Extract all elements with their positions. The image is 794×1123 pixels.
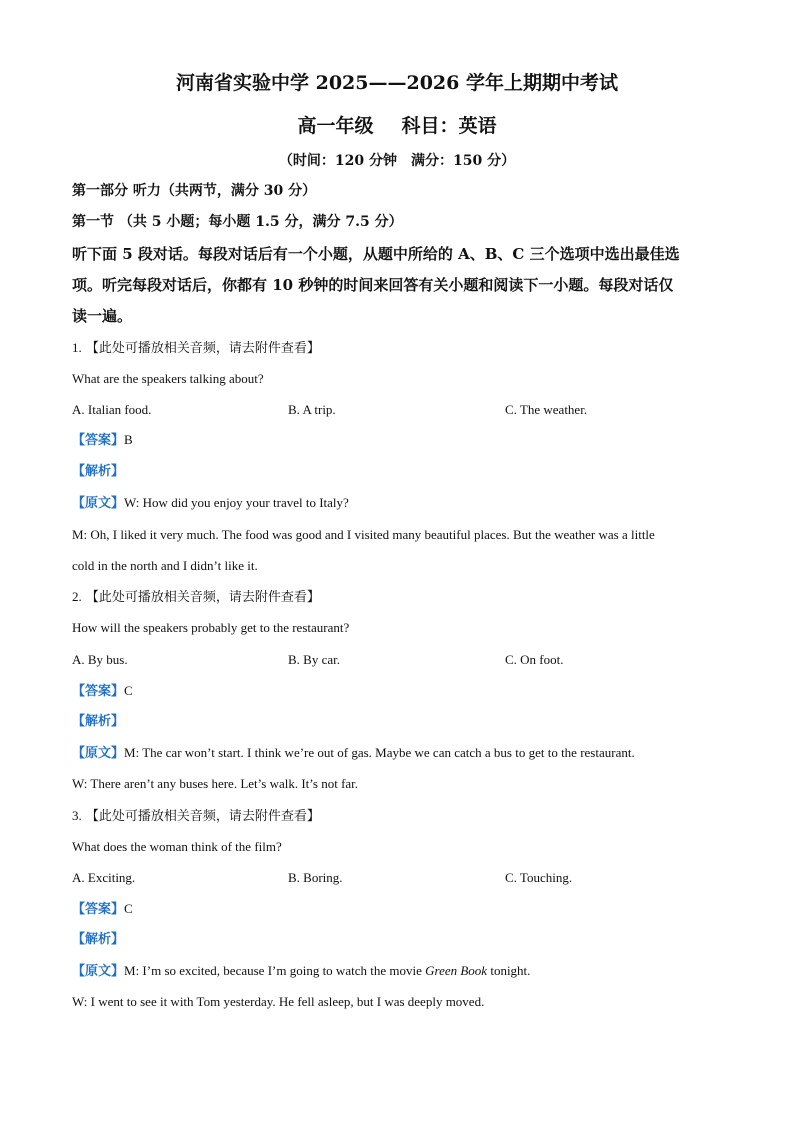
analysis-tag: 【解析】: [72, 464, 125, 479]
question-2-transcript: [72, 744, 635, 763]
option-b: B. By car.: [288, 652, 340, 667]
transcript-line: M: Oh, I liked it very much. The food was good and I visited many beautiful places. But the weather was a little: [72, 527, 655, 542]
transcript-tag: 【原文】: [72, 964, 125, 979]
transcript-text: M: I’m so excited, because I’m going to watch the movie: [124, 963, 426, 978]
answer-value: C: [124, 683, 133, 698]
question-3-answer: [72, 900, 133, 919]
option-c: C. On foot.: [505, 652, 564, 667]
option-a: A. By bus.: [72, 652, 128, 667]
question-3-prompt: What does the woman think of the film?: [72, 839, 282, 854]
exam-title: 河南省实验中学 2025——2026 学年上期期中考试: [176, 72, 618, 94]
transcript-text: tonight.: [487, 963, 531, 978]
audio-link[interactable]: 【此处可播放相关音频，请去附件查看】: [85, 590, 320, 605]
question-number: 2.: [72, 589, 82, 604]
question-1-audio: [72, 339, 320, 358]
answer-value: B: [124, 432, 133, 447]
question-1-prompt: What are the speakers talking about?: [72, 371, 264, 386]
question-number: 3.: [72, 808, 82, 823]
question-1-answer: [72, 431, 133, 450]
subject-label: 科目：英语: [401, 115, 497, 137]
transcript-text: M: The car won’t start. I think we’re out of gas. Maybe we can catch a bus to get to the restaurant.: [124, 745, 635, 760]
section-part: 第一部分 听力（共两节，满分 30 分）: [72, 183, 317, 199]
option-a: A. Italian food.: [72, 402, 152, 417]
instructions-line-1: 听下面 5 段对话。每段对话后有一个小题，从题中所给的 A、B、C 三个选项中选出最佳选: [72, 245, 680, 263]
question-3-transcript: [72, 962, 530, 981]
analysis-tag: 【解析】: [72, 932, 125, 947]
option-b: B. A trip.: [288, 402, 336, 417]
exam-subtitle: [0, 111, 794, 138]
option-b: B. Boring.: [288, 870, 343, 885]
transcript-line: W: I went to see it with Tom yesterday. He fell asleep, but I was deeply moved.: [72, 994, 485, 1009]
question-2-analysis: [72, 713, 124, 731]
question-1-analysis: [72, 463, 124, 481]
answer-tag: 【答案】: [72, 433, 125, 448]
grade-label: 高一年级: [297, 115, 374, 137]
time-info: （时间：120 分钟 满分：150 分）: [278, 153, 516, 169]
question-2-answer: [72, 682, 133, 701]
question-2-prompt: How will the speakers probably get to the restaurant?: [72, 620, 350, 635]
analysis-tag: 【解析】: [72, 714, 125, 729]
instructions-line-2: 项。听完每段对话后，你都有 10 秒钟的时间来回答有关小题和阅读下一小题。每段对话仅: [72, 276, 674, 294]
transcript-line: W: There aren’t any buses here. Let’s walk. It’s not far.: [72, 776, 359, 791]
answer-tag: 【答案】: [72, 684, 125, 699]
option-a: A. Exciting.: [72, 870, 136, 885]
transcript-tag: 【原文】: [72, 746, 125, 761]
question-1-transcript: [72, 494, 349, 513]
option-c: C. Touching.: [505, 870, 573, 885]
question-2-audio: [72, 588, 320, 607]
audio-link[interactable]: 【此处可播放相关音频，请去附件查看】: [85, 809, 320, 824]
transcript-tag: 【原文】: [72, 496, 125, 511]
answer-tag: 【答案】: [72, 902, 125, 917]
question-number: 1.: [72, 340, 82, 355]
answer-value: C: [124, 901, 133, 916]
option-c: C. The weather.: [505, 402, 588, 417]
audio-link[interactable]: 【此处可播放相关音频，请去附件查看】: [85, 341, 320, 356]
transcript-line: cold in the north and I didn’t like it.: [72, 558, 258, 573]
movie-title: Green Book: [425, 963, 488, 978]
question-3-analysis: [72, 931, 124, 949]
instructions-line-3: 读一遍。: [72, 307, 133, 325]
question-3-audio: [72, 807, 320, 826]
transcript-text: W: How did you enjoy your travel to Italy?: [124, 495, 349, 510]
section-sub: 第一节 （共 5 小题；每小题 1.5 分，满分 7.5 分）: [72, 214, 403, 230]
